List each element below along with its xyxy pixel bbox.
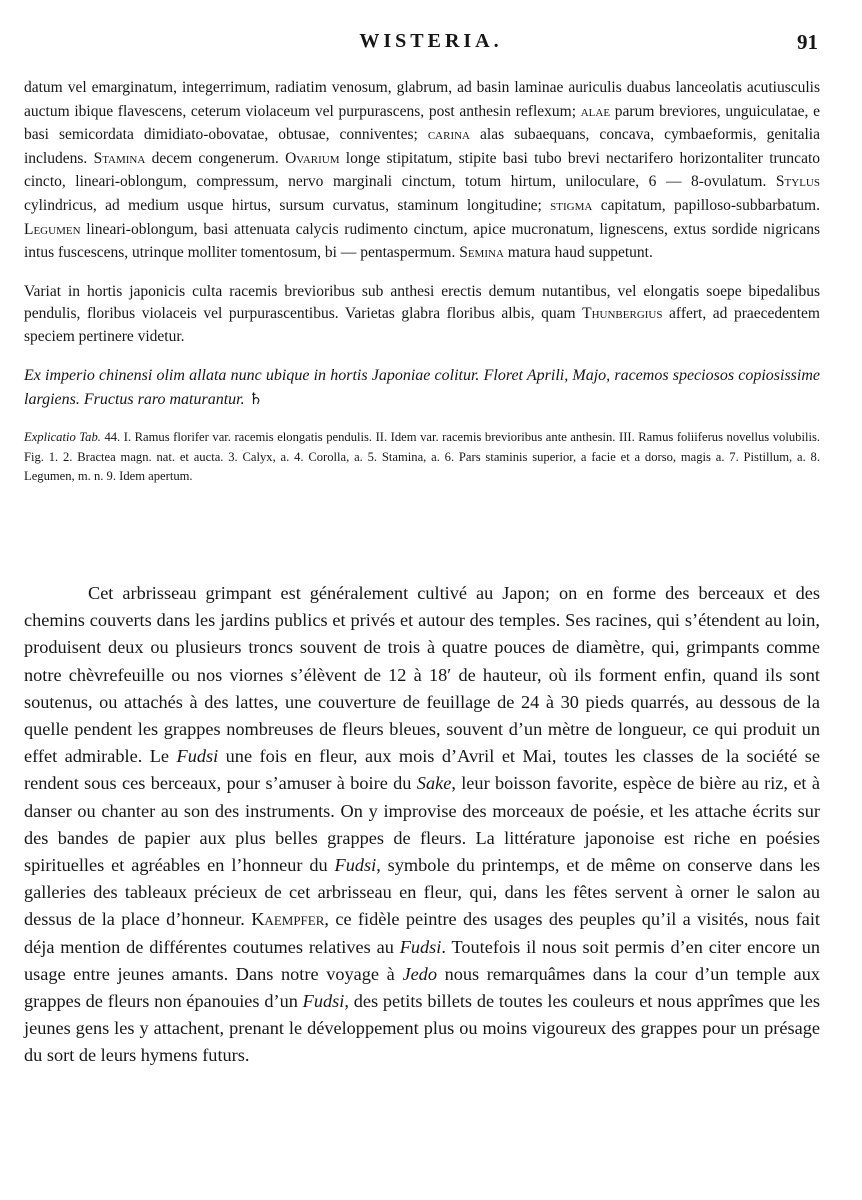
term-fudsi: Fudsi (399, 936, 442, 957)
term-stamina: Stamina (93, 149, 146, 167)
term-alae: alae (580, 102, 611, 120)
term-sake: Sake (416, 773, 452, 794)
text-run: 44. I. Ramus florifer var. racemis elongatis pendulis. II. Idem var. racemis brevioribus ante anthesin. III. Ramus foliiferus novellus volubilis. Fig. 1. 2. Bractea magn. nat. et aucta. 3. Calyx, a. 4. Corolla, a. 5. Stamina, a. 6. Pars staminis superior, a facie et a dorso, magis a. 7. Pistillum, a. 8. Legumen, m. n. 9. Idem apertum. (24, 430, 820, 484)
text-run: capitatum, papilloso-subbarbatum. (592, 196, 820, 214)
term-fudsi: Fudsi (302, 991, 345, 1012)
explicatio-label: Explicatio Tab. (24, 430, 101, 445)
term-stigma: stigma (550, 196, 593, 214)
french-text-block (24, 580, 820, 1070)
text-run: longe stipitatum, stipite basi tubo brevi nectarifero horizontaliter truncato cincto, lineari-oblongum, compressum, nervo marginali cinctum, totum hirtum, uniloculare, 6 — 8-ovulatum. (24, 149, 821, 191)
text-run: une fois en fleur, aux mois d’Avril et Mai, toutes les classes de la société se rendent sous ces berceaux, pour s’amuser à boire du (24, 746, 820, 794)
text-run: , symbole du printemps, et de même on conserve dans les galleries des tableaux précieux de cet arbrisseau en fleur, qui, dans les fêtes servent à orner le salon au dessus de la place d’honneur. (24, 855, 820, 930)
term-stylus: Stylus (775, 173, 820, 191)
text-run: Ex imperio chinensi olim allata nunc ubique in hortis Japoniae colitur. Floret Aprili, Majo, racemos speciosos copiosissime largiens. Fructus raro maturantur. (24, 367, 820, 409)
text-run: nous remarquâmes dans la cour d’un temple aux grappes de fleurs non épanouies d’un (24, 963, 820, 1012)
term-legumen: Legumen (24, 220, 81, 238)
text-run: parum breviores, unguiculatae, e basi semicordata dimidiato-obovatae, obtusae, conniventes; (24, 102, 821, 144)
place-jedo: Jedo (402, 963, 437, 984)
text-run: Cet arbrisseau grimpant est généralement cultivé au Japon; on en forme des berceaux et des chemins couverts dans les jardins publics et privés et autour des temples. Ses racines, qui s’étendent au loin, produisent deux ou plusieurs troncs souvent de trois à quatre pouces de diamètre, qui, grimpants comme notre chèvrefeuille ou nos viornes s’élèvent de 12 à 18′ de hauteur, où ils forment enfin, quand ils sont soutenus, ou attachés à des lattes, une couverture de feuillage de 24 à 30 pieds quarrés, au dessous de la quelle pendent les grappes nombreuses de fleurs bleues, souvent d’un mètre de longueur, ce qui produit un effet admirable. Le (24, 583, 820, 767)
running-title: WISTERIA. (359, 30, 503, 52)
text-run: . Toutefois il nous soit permis d’en citer encore un usage entre jeunes amants. Dans notre voyage à (24, 936, 820, 984)
text-run: , leur boisson favorite, espèce de bière au riz, et à danser ou chanter au son des instruments. On y improvise des morceaux de poésie, et les attache écrits sur des bandes de papier aux plus belles grappes de fleurs. La littérature japonoise est riche en poésies spirituelles et agréables en l’honneur du (24, 773, 820, 876)
page-header (24, 30, 838, 60)
latin-description-paragraph (24, 76, 820, 265)
term-semina: Semina (459, 244, 504, 262)
text-run: alas subaequans, concava, cymbaeformis, genitalia includens. (24, 126, 820, 167)
author-name-kaempfer: Kaempfer (251, 909, 325, 930)
latin-text-block (24, 76, 820, 487)
text-run: Variat in hortis japonicis culta racemis brevioribus sub anthesi erectis demum nutantibus, vel elongatis soepe bipedalibus pendulis, floribus violaceis vel purpurascentibus. Varietas glabra floribus albis, quam (24, 282, 820, 323)
french-paragraph (24, 580, 820, 1070)
plate-explanation-paragraph (24, 428, 820, 487)
distribution-paragraph (24, 364, 820, 412)
author-name-thunbergius: Thunbergius (582, 305, 663, 323)
text-run: cylindricus, ad medium usque hirtus, sursum curvatus, staminum longitudine; (24, 196, 551, 214)
perennial-symbol: ♄ (248, 391, 263, 409)
text-run: matura haud suppetunt. (503, 244, 653, 262)
term-fudsi: Fudsi (334, 855, 377, 876)
text-run: , des petits billets de toutes les couleurs et nous apprîmes que les jeunes gens les y attachent, prenant le développement plus ou moins vigoureux des grappes pour un présage du sort de leurs hymens futurs. (24, 991, 820, 1066)
term-fudsi: Fudsi (176, 746, 219, 767)
text-run: decem congenerum. (145, 149, 286, 167)
term-ovarium: Ovarium (285, 149, 340, 167)
text-run: lineari-oblongum, basi attenuata calycis rudimento cinctum, apice mucronatum, lignescens, extus sordide nigricans intus fuscescens, utrinque molliter tomentosum, bi — pentaspermum. (24, 220, 820, 262)
term-carina: carina (427, 126, 470, 144)
text-run: datum vel emarginatum, integerrimum, radiatim venosum, glabrum, ad basin laminae auriculis duabus lanceolatis acutiusculis auctum ibique flavescens, ceterum violaceum vel purpurascens, post anthesin reflexum; (24, 79, 820, 120)
text-run: , ce fidèle peintre des usages des peuples qu’il a visités, nous fait déja mention de différentes coutumes relatives au (24, 909, 820, 957)
page-number: 91 (797, 30, 818, 54)
variat-paragraph (24, 281, 820, 349)
text-run: affert, ad praecedentem speciem pertinere videtur. (24, 305, 820, 345)
